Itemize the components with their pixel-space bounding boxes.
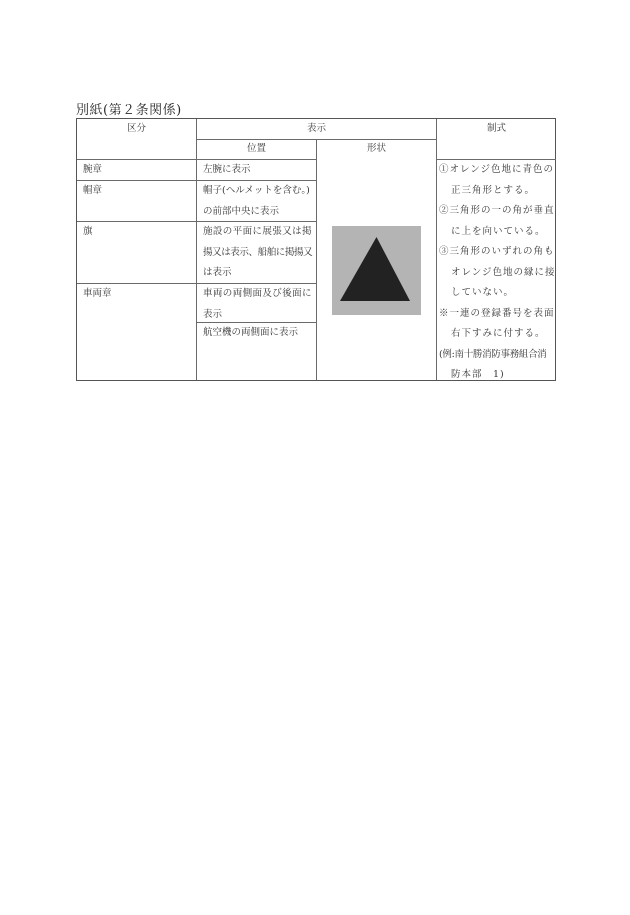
document-title: 別紙(第２条関係) (76, 103, 182, 118)
category-cap-badge: 帽章 (83, 185, 103, 196)
header-format: 制式 (486, 123, 506, 134)
position-line: 帽子(ヘルメットを含む。) (203, 185, 310, 196)
position-aircraft (197, 323, 316, 344)
format-description (439, 160, 556, 386)
position-flag (197, 222, 316, 284)
format-line: ※一連の登録番号を表面 (439, 307, 555, 319)
header-display: 表示 (306, 123, 326, 134)
header-position: 位置 (246, 143, 266, 154)
category-flag: 旗 (83, 226, 93, 237)
format-line: (例:南十勝消防事務組合消 (439, 348, 547, 360)
header-shape: 形状 (366, 143, 386, 154)
position-line: の前部中央に表示 (203, 205, 280, 217)
position-line: 揚又は表示、船舶に掲揚又 (203, 246, 313, 258)
triangle-icon (332, 226, 421, 315)
position-line: 航空機の両側面に表示 (203, 327, 299, 338)
registration-mark-image (332, 226, 421, 315)
format-line: 防本部 1) (451, 369, 505, 380)
category-vehicle-badge: 車両章 (83, 288, 112, 299)
format-line: ①オレンジ色地に青色の (439, 164, 555, 175)
position-armband (197, 160, 316, 181)
format-line: オレンジ色地の縁に接 (451, 266, 556, 278)
position-cap-badge (197, 181, 316, 222)
position-line: 施設の平面に展張又は掲 (203, 226, 312, 237)
position-line: は表示 (203, 267, 232, 278)
position-line: 左腕に表示 (203, 164, 251, 175)
format-line: していない。 (451, 287, 515, 298)
format-line: に上を向いている。 (451, 225, 546, 237)
position-vehicle (197, 284, 316, 325)
format-line: ②三角形の一の角が垂直 (439, 205, 555, 216)
registration-mark-table (76, 118, 556, 381)
position-line: 表示 (203, 308, 223, 320)
format-line: ③三角形のいずれの角も (439, 246, 555, 257)
category-armband: 腕章 (83, 164, 103, 175)
position-line: 車両の両側面及び後面に (203, 288, 312, 299)
divider (316, 139, 317, 380)
format-line: 正三角形とする。 (451, 184, 536, 196)
format-line: 右下すみに付する。 (451, 328, 546, 339)
header-category: 区分 (126, 123, 146, 134)
